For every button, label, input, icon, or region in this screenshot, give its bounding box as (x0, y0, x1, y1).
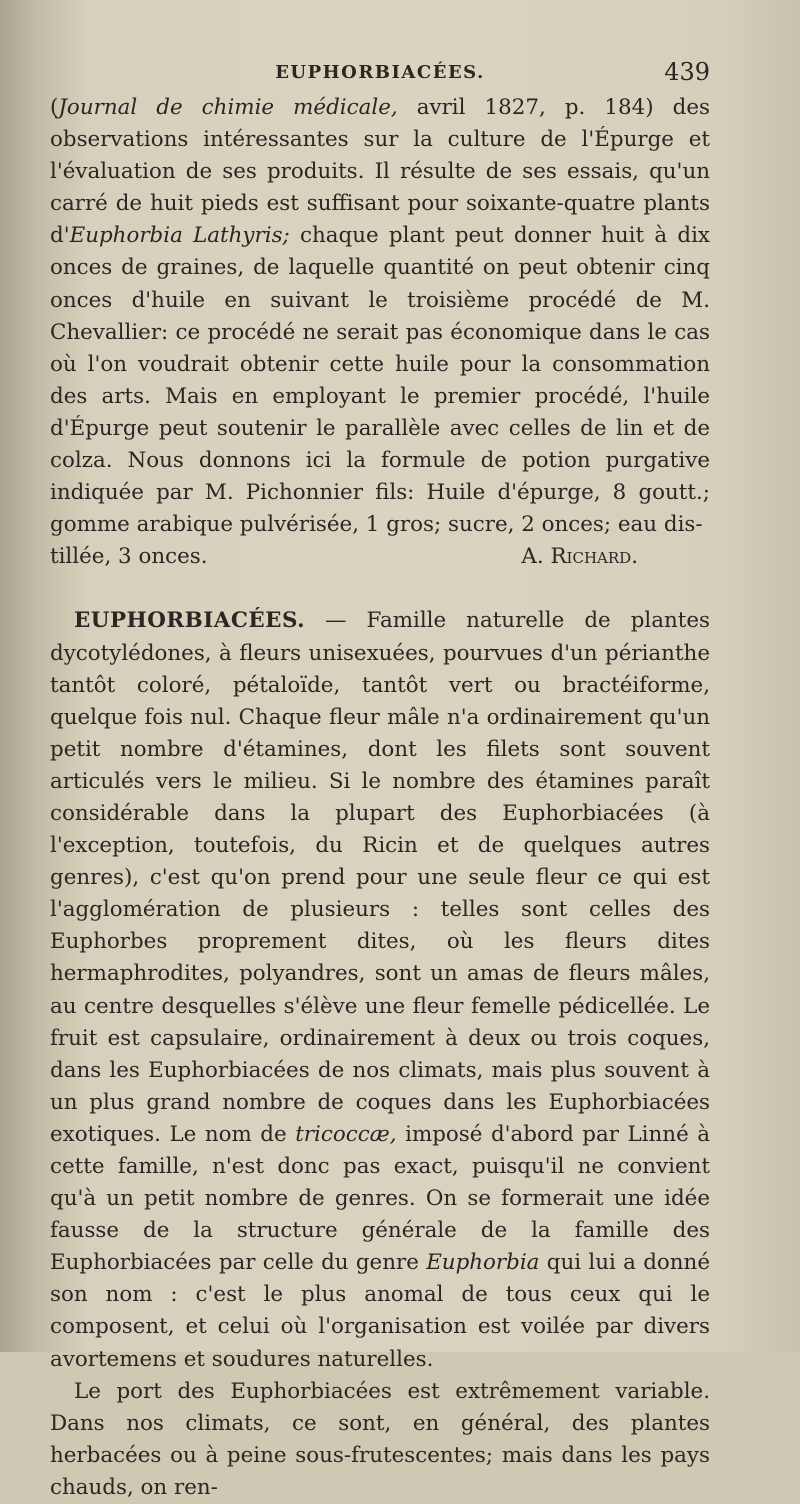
journal-title: Journal de chimie médicale, (58, 95, 398, 120)
paragraph-text: qui lui a donné son nom : c'est le plus anomal de tous ceux qui le composent, et celui où l'organisation est voilée par divers avortemens et soudures naturelles. (50, 1250, 710, 1372)
paragraph-text: avril 1827, p. 184) des observations intéressantes sur la culture de l'Épurge et l'évaluation de ses produits. Il résulte de ses essais, qu'un carré de huit pieds est suffisant pour soixante-quatre plants d' (50, 95, 710, 249)
paragraph-port (50, 1376, 710, 1504)
paragraph-text: Le port des Euphorbiacées est extrêmement variable. Dans nos climats, ce sont, en général, des plantes herbacées ou à peine sous-frutescentes; mais dans les pays chauds, on ren- (50, 1378, 710, 1500)
paragraph-epurge: (Journal de chimie médicale, avril 1827, p. 184) des observations intéressantes sur la culture de l'Épurge et l'évaluation de ses produits. Il résulte de ses essais, qu'un carré de huit pieds est suffisant pour soixante-quatre plants d'Euphorbia Lathyris; chaque plant peut donner huit à dix onces de graines, de laquelle quantité on peut obtenir cinq onces d'huile en suivant le troisième procédé de M. Chevallier: ce procédé ne serait pas économique dans le cas où l'on voudrait obtenir cette huile pour la consommation des arts. Mais en employant le premier procédé, l'huile d'Épurge peut soutenir le parallèle avec celles de lin et de colza. Nous donnons ici la formule de potion purgative indiquée par M. Pichonnier fils: Huile d'épurge, 8 goutt.; gomme arabique pulvérisée, 1 gros; sucre, 2 onces; eau dis- (50, 95, 711, 538)
author-signature: A. Richard. (521, 544, 638, 570)
genus-name: Euphorbia (426, 1250, 540, 1276)
paragraph-text: imposé d'abord par Linné à cette famille, n'est donc pas exact, puisqu'il ne convient qu'à un petit nombre de genres. On se formerait une idée fausse de la structure générale de la famille des Euphorbiacées par celle du genre (50, 1121, 711, 1276)
running-head: EUPHORBIACÉES. (275, 62, 485, 83)
page-body (50, 92, 710, 1504)
species-name: Euphorbia Lathyris; (69, 223, 290, 249)
page-number: 439 (664, 58, 710, 86)
entry-euphorbiacees (50, 605, 710, 1375)
latin-term: tricoccæ, (295, 1121, 397, 1147)
signature-line (50, 541, 710, 573)
page-header (50, 58, 710, 92)
entry-headword: EUPHORBIACÉES. (74, 608, 306, 634)
paragraph-text: — Famille naturelle de plantes dycotylédones, à fleurs unisexuées, pourvues d'un périanthe tantôt coloré, pétaloïde, tantôt vert ou bractéiforme, quelque fois nul. Chaque fleur mâle n'a ordinairement qu'un petit nombre d'étamines, dont les filets sont souvent articulés vers le milieu. Si le nombre des étamines paraît considérable dans la plupart des Euphorbiacées (à l'exception, toutefois, du Ricin et de quelques autres genres), c'est qu'on prend pour une seule fleur ce qui est l'agglomération de plusieurs : telles sont celles des Euphorbes proprement dites, où les fleurs dites hermaphrodites, polyandres, sont un amas de fleurs mâles, au centre desquelles s'élève une fleur femelle pédicellée. Le fruit est capsulaire, ordinairement à deux ou trois coques, dans les Euphorbiacées de nos climats, mais plus souvent à un plus grand nombre de coques dans les Euphorbiacées exotiques. Le nom de (50, 608, 710, 1147)
paragraph-last-line: tillée, 3 onces. (50, 544, 208, 570)
paragraph-text: chaque plant peut donner huit à dix onces de graines, de laquelle quantité on peut obtenir cinq onces d'huile en suivant le troisième procédé de M. Chevallier: ce procédé ne serait pas économique dans le cas où l'on voudrait obtenir cette huile pour la consommation des arts. Mais en employant le premier procédé, l'huile d'Épurge peut soutenir le parallèle avec celles de lin et de colza. Nous donnons ici la formule de potion purgative indiquée par M. Pichonnier fils: Huile d'épurge, 8 goutt.; gomme arabique pulvérisée, 1 gros; sucre, 2 onces; eau dis- (50, 223, 711, 538)
